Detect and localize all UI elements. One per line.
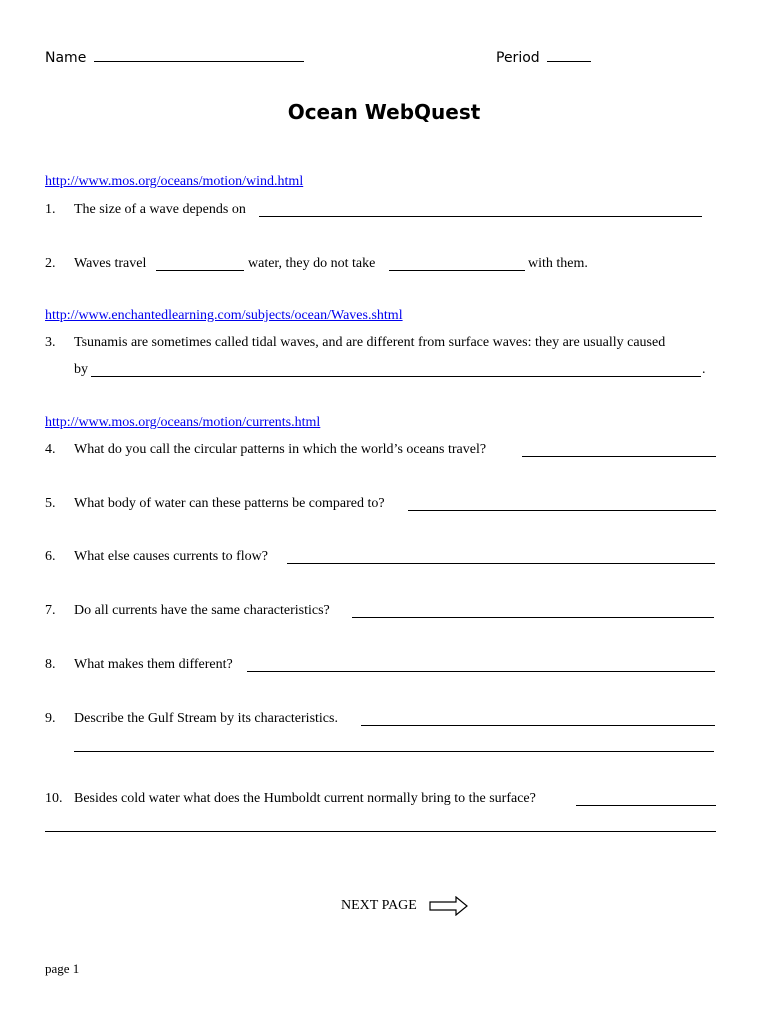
question-number: 9.: [45, 711, 56, 726]
period-label: Period: [496, 50, 540, 66]
question-text: What else causes currents to flow?: [74, 549, 268, 564]
question-6: [45, 548, 268, 566]
question-text: Do all currents have the same characteristics?: [74, 603, 330, 618]
question-text: Describe the Gulf Stream by its characteristics.: [74, 711, 338, 726]
question-number: 3.: [45, 335, 56, 350]
question-text: Tsunamis are sometimes called tidal waves, and are different from surface waves: they are usually caused: [74, 335, 666, 350]
name-label: Name: [45, 50, 87, 66]
answer-line-3[interactable]: [91, 376, 701, 377]
answer-line-10a[interactable]: [576, 805, 716, 806]
question-text: What body of water can these patterns be compared to?: [74, 496, 385, 511]
next-page-button[interactable]: [341, 897, 417, 915]
answer-line-2b[interactable]: [389, 270, 525, 271]
question-text: What do you call the circular patterns in which the world’s oceans travel?: [74, 442, 487, 457]
answer-line-9a[interactable]: [361, 725, 715, 726]
answer-line-8[interactable]: [247, 671, 715, 672]
link-currents[interactable]: http://www.mos.org/oceans/motion/currents.html: [45, 415, 321, 430]
question-1: [45, 201, 246, 219]
question-number: 5.: [45, 496, 56, 511]
question-7: [45, 602, 330, 620]
right-arrow-icon: [429, 896, 469, 916]
answer-line-10b[interactable]: [45, 831, 716, 832]
question-10: [45, 790, 536, 808]
period-field: [496, 47, 591, 67]
question-8: [45, 656, 233, 674]
page-title: Ocean WebQuest: [287, 100, 481, 124]
question-2: [45, 255, 146, 273]
name-blank[interactable]: [94, 47, 304, 62]
question-number: 4.: [45, 442, 56, 457]
question-4: [45, 441, 486, 459]
question-number: 8.: [45, 657, 56, 672]
question-text: What makes them different?: [74, 657, 233, 672]
question-3-end: .: [702, 362, 706, 377]
question-3: [45, 334, 665, 352]
question-text-b: water, they do not take: [248, 256, 376, 271]
question-text: The size of a wave depends on: [74, 202, 246, 217]
question-text-c: with them.: [528, 256, 588, 271]
name-field: [45, 47, 304, 67]
question-number: 10.: [45, 791, 63, 806]
answer-line-9b[interactable]: [74, 751, 714, 752]
answer-line-5[interactable]: [408, 510, 716, 511]
question-number: 2.: [45, 256, 56, 271]
link-waves[interactable]: http://www.enchantedlearning.com/subjects/ocean/Waves.shtml: [45, 308, 403, 323]
question-text-a: Waves travel: [74, 256, 147, 271]
next-page-label: NEXT PAGE: [341, 898, 417, 913]
period-blank[interactable]: [547, 47, 591, 62]
page-number: page 1: [45, 961, 80, 976]
question-3-by: by: [74, 362, 88, 377]
question-text: Besides cold water what does the Humboldt current normally bring to the surface?: [74, 791, 536, 806]
question-number: 6.: [45, 549, 56, 564]
link-wind[interactable]: http://www.mos.org/oceans/motion/wind.html: [45, 174, 304, 189]
question-5: [45, 495, 385, 513]
answer-line-1[interactable]: [259, 216, 702, 217]
answer-line-6[interactable]: [287, 563, 715, 564]
question-9: [45, 710, 338, 728]
answer-line-4[interactable]: [522, 456, 716, 457]
answer-line-7[interactable]: [352, 617, 714, 618]
question-number: 7.: [45, 603, 56, 618]
answer-line-2a[interactable]: [156, 270, 244, 271]
question-number: 1.: [45, 202, 56, 217]
